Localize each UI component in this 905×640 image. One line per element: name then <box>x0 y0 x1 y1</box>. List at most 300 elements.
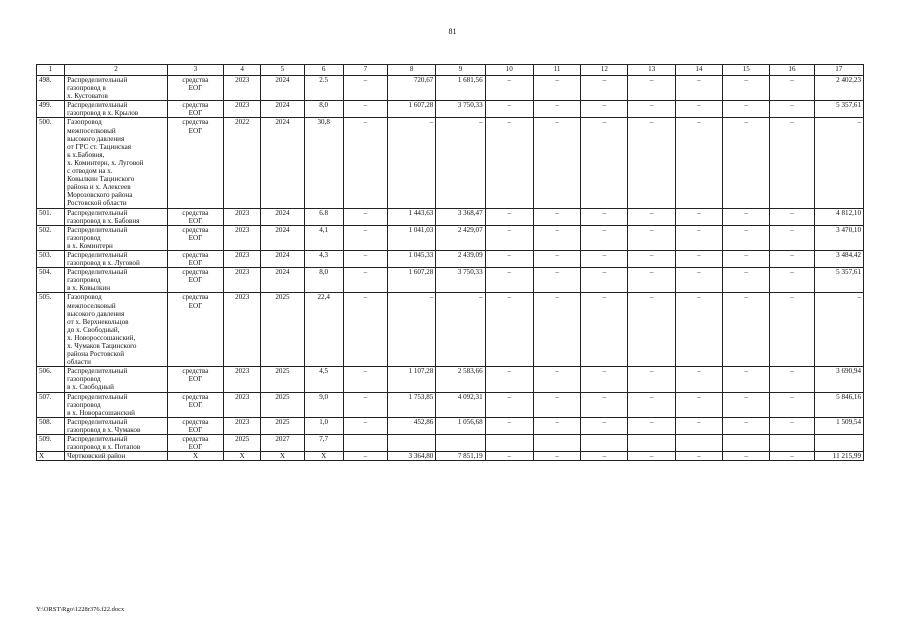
table-row <box>37 225 864 250</box>
value-col-16: – <box>770 225 814 250</box>
value-col-9: 4 092,31 <box>436 392 485 417</box>
object-name <box>65 392 168 417</box>
funding-source-line: средства <box>182 250 209 259</box>
value-col-10: – <box>485 118 533 208</box>
funding-source-line: средства <box>182 118 209 127</box>
object-name-line: Распределительный <box>67 225 128 234</box>
row-number: X <box>37 452 65 461</box>
value-col-9: 2 583,66 <box>436 367 485 392</box>
projects-table <box>36 64 864 461</box>
length-km: 4,1 <box>304 225 343 250</box>
value-col-14: – <box>675 417 722 434</box>
object-name <box>65 118 168 208</box>
object-name-line: к х.Бабовня, <box>67 150 105 159</box>
value-col-14: – <box>675 293 722 367</box>
object-name-line: х. Кустоватов <box>67 92 108 101</box>
value-col-13: – <box>628 101 675 118</box>
table-row <box>37 118 864 208</box>
funding-source-line: X <box>192 452 198 461</box>
object-name <box>65 268 168 293</box>
length-km: 7,7 <box>304 435 343 452</box>
value-col-15: – <box>723 118 770 208</box>
object-name-line: в х. Новорасошанский <box>67 408 135 417</box>
end-year: 2024 <box>261 101 304 118</box>
value-col-8: 1 607,28 <box>388 101 436 118</box>
object-name <box>65 435 168 452</box>
value-col-12: – <box>581 367 628 392</box>
table-row <box>37 250 864 267</box>
start-year: 2023 <box>224 293 261 367</box>
start-year: 2023 <box>224 250 261 267</box>
object-name-line: Газопровод <box>67 293 102 302</box>
value-col-13: – <box>628 452 675 461</box>
funding-source-line: средства <box>182 225 209 234</box>
end-year: 2024 <box>261 268 304 293</box>
value-col-16: – <box>770 417 814 434</box>
value-col-8: 1 041,03 <box>388 225 436 250</box>
object-name-line: Распределительный <box>67 208 128 217</box>
value-col-10: – <box>485 250 533 267</box>
column-header: 11 <box>533 65 580 76</box>
start-year: 2023 <box>224 417 261 434</box>
value-col-17: 5 357,61 <box>814 101 863 118</box>
funding-source-line: ЕОГ <box>188 126 203 135</box>
object-name-line: Ростовской области <box>67 199 127 208</box>
value-col-9: – <box>436 118 485 208</box>
value-col-11: – <box>533 225 580 250</box>
funding-source <box>167 250 223 267</box>
column-header: 6 <box>304 65 343 76</box>
row-number: 498. <box>37 76 65 101</box>
value-col-9: 3 750,33 <box>436 268 485 293</box>
table-row <box>37 208 864 225</box>
object-name <box>65 367 168 392</box>
object-name-line: в х. Коминтерн <box>67 241 113 250</box>
object-name-line: от ГРС ст. Тацинская <box>67 142 131 151</box>
value-col-13: – <box>628 268 675 293</box>
value-col-17: 1 509,54 <box>814 417 863 434</box>
value-col-11: – <box>533 101 580 118</box>
start-year: 2023 <box>224 392 261 417</box>
row-number: 506. <box>37 367 65 392</box>
funding-source-line: ЕОГ <box>188 109 203 118</box>
value-col-9: 2 429,07 <box>436 225 485 250</box>
value-col-9: 3 750,33 <box>436 101 485 118</box>
object-name-line: х. Новороссошанский, <box>67 333 136 342</box>
object-name <box>65 101 168 118</box>
value-col-17: 2 402,23 <box>814 76 863 101</box>
value-col-14: – <box>675 367 722 392</box>
column-header: 15 <box>723 65 770 76</box>
object-name-line: Распределительный <box>67 76 128 84</box>
value-col-7: – <box>343 452 387 461</box>
object-name <box>65 293 168 367</box>
value-col-8: 1 753,85 <box>388 392 436 417</box>
start-year: 2023 <box>224 367 261 392</box>
object-name-line: Распределительный <box>67 250 128 259</box>
column-header: 14 <box>675 65 722 76</box>
end-year: X <box>261 452 304 461</box>
value-col-16: – <box>770 250 814 267</box>
value-col-9: 1 681,56 <box>436 76 485 101</box>
value-col-11: – <box>533 268 580 293</box>
table-row <box>37 293 864 367</box>
value-col-15: – <box>723 452 770 461</box>
end-year: 2025 <box>261 417 304 434</box>
funding-source-line: средства <box>182 367 209 376</box>
value-col-17: 5 846,16 <box>814 392 863 417</box>
value-col-11: – <box>533 293 580 367</box>
value-col-9: 7 851,19 <box>436 452 485 461</box>
table-body <box>37 65 864 461</box>
start-year: X <box>224 452 261 461</box>
value-col-16: – <box>770 101 814 118</box>
column-header: 9 <box>436 65 485 76</box>
value-col-9 <box>436 435 485 452</box>
funding-source <box>167 76 223 101</box>
value-col-17 <box>814 435 863 452</box>
object-name-line: Распределительный <box>67 435 128 444</box>
value-col-16: – <box>770 367 814 392</box>
object-name-line: района Ростовской <box>67 350 124 359</box>
value-col-10 <box>485 435 533 452</box>
value-col-17: 4 812,10 <box>814 208 863 225</box>
object-name-line: Распределительный <box>67 367 128 376</box>
value-col-7: – <box>343 392 387 417</box>
value-col-9: 2 439,09 <box>436 250 485 267</box>
value-col-13: – <box>628 208 675 225</box>
value-col-8: 1 607,28 <box>388 268 436 293</box>
funding-source <box>167 417 223 434</box>
length-km: 6.8 <box>304 208 343 225</box>
value-col-9: – <box>436 293 485 367</box>
row-number: 502. <box>37 225 65 250</box>
value-col-7: – <box>343 268 387 293</box>
value-col-10: – <box>485 293 533 367</box>
value-col-17: 11 215,99 <box>814 452 863 461</box>
length-km: 9,0 <box>304 392 343 417</box>
end-year: 2024 <box>261 225 304 250</box>
column-header: 2 <box>65 65 168 76</box>
funding-source-line: ЕОГ <box>188 443 203 452</box>
value-col-12: – <box>581 225 628 250</box>
length-km: 8,0 <box>304 101 343 118</box>
object-name-line: Ковылкин Тацинского <box>67 175 135 184</box>
object-name-line: Чертковский район <box>67 452 126 461</box>
value-col-13: – <box>628 76 675 101</box>
start-year: 2023 <box>224 268 261 293</box>
funding-source-line: ЕОГ <box>188 233 203 242</box>
object-name-line: газопровод в х. Крылов <box>67 109 139 118</box>
object-name <box>65 76 168 101</box>
object-name-line: Распределительный <box>67 417 128 426</box>
column-header: 12 <box>581 65 628 76</box>
value-col-7: – <box>343 118 387 208</box>
value-col-12: – <box>581 76 628 101</box>
object-name-line: газопровод в х. Чумаков <box>67 425 141 434</box>
length-km: 2.5 <box>304 76 343 101</box>
value-col-16: – <box>770 76 814 101</box>
funding-source-line: средства <box>182 208 209 217</box>
funding-source <box>167 118 223 208</box>
column-header: 1 <box>37 65 65 76</box>
column-header: 4 <box>224 65 261 76</box>
value-col-7: – <box>343 250 387 267</box>
value-col-8: 1 045,33 <box>388 250 436 267</box>
value-col-16: – <box>770 208 814 225</box>
object-name <box>65 250 168 267</box>
value-col-15: – <box>723 250 770 267</box>
footer-path: Y:\ORST\Rgo\1228r376.f22.docx <box>36 606 125 613</box>
value-col-7: – <box>343 367 387 392</box>
table-row <box>37 101 864 118</box>
value-col-7: – <box>343 76 387 101</box>
value-col-10: – <box>485 225 533 250</box>
value-col-9: 1 056,68 <box>436 417 485 434</box>
funding-source-line: ЕОГ <box>188 276 203 285</box>
object-name <box>65 417 168 434</box>
table-row <box>37 392 864 417</box>
value-col-12 <box>581 435 628 452</box>
value-col-10: – <box>485 268 533 293</box>
object-name-line: газопровод в х. Луговой <box>67 259 140 268</box>
object-name-line: х. Чумаков Тацинского <box>67 342 137 350</box>
value-col-8 <box>388 435 436 452</box>
value-col-12: – <box>581 392 628 417</box>
value-col-12: – <box>581 101 628 118</box>
object-name-line: Газопровод <box>67 118 102 127</box>
value-col-11: – <box>533 118 580 208</box>
value-col-13 <box>628 435 675 452</box>
value-col-8: 3 364,80 <box>388 452 436 461</box>
value-col-11: – <box>533 367 580 392</box>
value-col-16: – <box>770 118 814 208</box>
value-col-12: – <box>581 417 628 434</box>
value-col-15 <box>723 435 770 452</box>
object-name-line: области <box>67 358 91 367</box>
end-year: 2025 <box>261 392 304 417</box>
value-col-13: – <box>628 392 675 417</box>
start-year: 2023 <box>224 101 261 118</box>
value-col-14: – <box>675 250 722 267</box>
object-name-line: до х. Свободный, <box>67 325 120 334</box>
value-col-12: – <box>581 293 628 367</box>
value-col-13: – <box>628 417 675 434</box>
value-col-11: – <box>533 76 580 101</box>
funding-source <box>167 452 223 461</box>
object-name-line: газопровод <box>67 276 101 285</box>
value-col-15: – <box>723 225 770 250</box>
length-km: 1,0 <box>304 417 343 434</box>
end-year: 2025 <box>261 367 304 392</box>
row-number: 504. <box>37 268 65 293</box>
funding-source-line: ЕОГ <box>188 216 203 225</box>
value-col-10: – <box>485 101 533 118</box>
value-col-14: – <box>675 392 722 417</box>
value-col-8: – <box>388 293 436 367</box>
object-name-line: межпоселковый <box>67 126 116 135</box>
value-col-7: – <box>343 208 387 225</box>
value-col-17: 3 690,94 <box>814 367 863 392</box>
column-header: 3 <box>167 65 223 76</box>
value-col-13: – <box>628 225 675 250</box>
funding-source-line: средства <box>182 101 209 110</box>
length-km: 22,4 <box>304 293 343 367</box>
value-col-15: – <box>723 367 770 392</box>
funding-source-line: ЕОГ <box>188 259 203 268</box>
funding-source-line: ЕОГ <box>188 84 203 93</box>
column-header: 17 <box>814 65 863 76</box>
value-col-11: – <box>533 452 580 461</box>
value-col-16: – <box>770 392 814 417</box>
column-header: 8 <box>388 65 436 76</box>
value-col-15: – <box>723 208 770 225</box>
value-col-11: – <box>533 417 580 434</box>
value-col-7: – <box>343 101 387 118</box>
end-year: 2027 <box>261 435 304 452</box>
value-col-16: – <box>770 268 814 293</box>
funding-source-line: средства <box>182 293 209 302</box>
end-year: 2024 <box>261 118 304 208</box>
object-name-line: межпоселковый <box>67 301 116 310</box>
value-col-13: – <box>628 367 675 392</box>
row-number: 499. <box>37 101 65 118</box>
value-col-12: – <box>581 118 628 208</box>
value-col-10: – <box>485 367 533 392</box>
value-col-10: – <box>485 392 533 417</box>
length-km: 30,8 <box>304 118 343 208</box>
funding-source <box>167 367 223 392</box>
object-name-line: Распределительный <box>67 101 128 110</box>
row-number: 509. <box>37 435 65 452</box>
start-year: 2025 <box>224 435 261 452</box>
value-col-15: – <box>723 293 770 367</box>
value-col-14: – <box>675 225 722 250</box>
funding-source <box>167 293 223 367</box>
value-col-8: 1 443,63 <box>388 208 436 225</box>
row-number: 503. <box>37 250 65 267</box>
length-km: 4,3 <box>304 250 343 267</box>
value-col-12: – <box>581 268 628 293</box>
header-row <box>37 65 864 76</box>
row-number: 508. <box>37 417 65 434</box>
value-col-7: – <box>343 293 387 367</box>
value-col-16: – <box>770 293 814 367</box>
value-col-17: – <box>814 118 863 208</box>
object-name-line: х. Коминтерн, х. Луговой <box>67 158 144 167</box>
end-year: 2025 <box>261 293 304 367</box>
value-col-17: 3 470,10 <box>814 225 863 250</box>
value-col-7 <box>343 435 387 452</box>
object-name-line: газопровод в <box>67 84 106 93</box>
column-header: 16 <box>770 65 814 76</box>
object-name-line: в х. Свободный <box>67 383 114 392</box>
start-year: 2022 <box>224 118 261 208</box>
column-header: 10 <box>485 65 533 76</box>
row-number: 501. <box>37 208 65 225</box>
object-name-line: с отводом на х. <box>67 167 113 176</box>
object-name-line: высокого давления <box>67 134 125 143</box>
object-name-line: газопровод <box>67 400 101 409</box>
value-col-15: – <box>723 76 770 101</box>
object-name <box>65 452 168 461</box>
value-col-13: – <box>628 118 675 208</box>
value-col-8: 452,86 <box>388 417 436 434</box>
value-col-8: 1 107,28 <box>388 367 436 392</box>
value-col-10: – <box>485 76 533 101</box>
object-name-line: высокого давления <box>67 309 125 318</box>
value-col-17: 3 484,42 <box>814 250 863 267</box>
row-number: 507. <box>37 392 65 417</box>
value-col-7: – <box>343 417 387 434</box>
value-col-14: – <box>675 208 722 225</box>
value-col-14: – <box>675 118 722 208</box>
value-col-14: – <box>675 76 722 101</box>
table-row <box>37 452 864 461</box>
object-name-line: Распределительный <box>67 392 128 401</box>
funding-source <box>167 268 223 293</box>
value-col-14 <box>675 435 722 452</box>
funding-source <box>167 208 223 225</box>
value-col-9: 3 368,47 <box>436 208 485 225</box>
value-col-14: – <box>675 101 722 118</box>
value-col-15: – <box>723 392 770 417</box>
value-col-12: – <box>581 452 628 461</box>
end-year: 2024 <box>261 208 304 225</box>
length-km: 4,5 <box>304 367 343 392</box>
column-header: 5 <box>261 65 304 76</box>
funding-source-line: средства <box>182 268 209 277</box>
object-name-line: в х. Ковылкин <box>67 284 110 293</box>
value-col-11: – <box>533 250 580 267</box>
value-col-8: – <box>388 118 436 208</box>
value-col-11 <box>533 435 580 452</box>
value-col-16 <box>770 435 814 452</box>
length-km: X <box>304 452 343 461</box>
object-name <box>65 225 168 250</box>
object-name-line: района и х. Алексеев <box>67 183 131 192</box>
funding-source-line: ЕОГ <box>188 400 203 409</box>
value-col-15: – <box>723 417 770 434</box>
object-name-line: газопровод в х. Бабовня <box>67 216 140 225</box>
value-col-14: – <box>675 268 722 293</box>
value-col-17: – <box>814 293 863 367</box>
object-name-line: от х. Верхнекольцов <box>67 317 129 326</box>
end-year: 2024 <box>261 76 304 101</box>
value-col-15: – <box>723 268 770 293</box>
object-name <box>65 208 168 225</box>
table-row <box>37 367 864 392</box>
start-year: 2023 <box>224 225 261 250</box>
value-col-10: – <box>485 417 533 434</box>
length-km: 8,0 <box>304 268 343 293</box>
value-col-10: – <box>485 452 533 461</box>
end-year: 2024 <box>261 250 304 267</box>
value-col-16: – <box>770 452 814 461</box>
funding-source-line: средства <box>182 435 209 444</box>
funding-source-line: средства <box>182 392 209 401</box>
value-col-12: – <box>581 250 628 267</box>
start-year: 2023 <box>224 76 261 101</box>
funding-source-line: средства <box>182 76 209 84</box>
object-name-line: газопровод <box>67 233 101 242</box>
table-row <box>37 417 864 434</box>
value-col-12: – <box>581 208 628 225</box>
funding-source-line: ЕОГ <box>188 425 203 434</box>
value-col-15: – <box>723 101 770 118</box>
table-row <box>37 268 864 293</box>
object-name-line: газопровод <box>67 375 101 384</box>
